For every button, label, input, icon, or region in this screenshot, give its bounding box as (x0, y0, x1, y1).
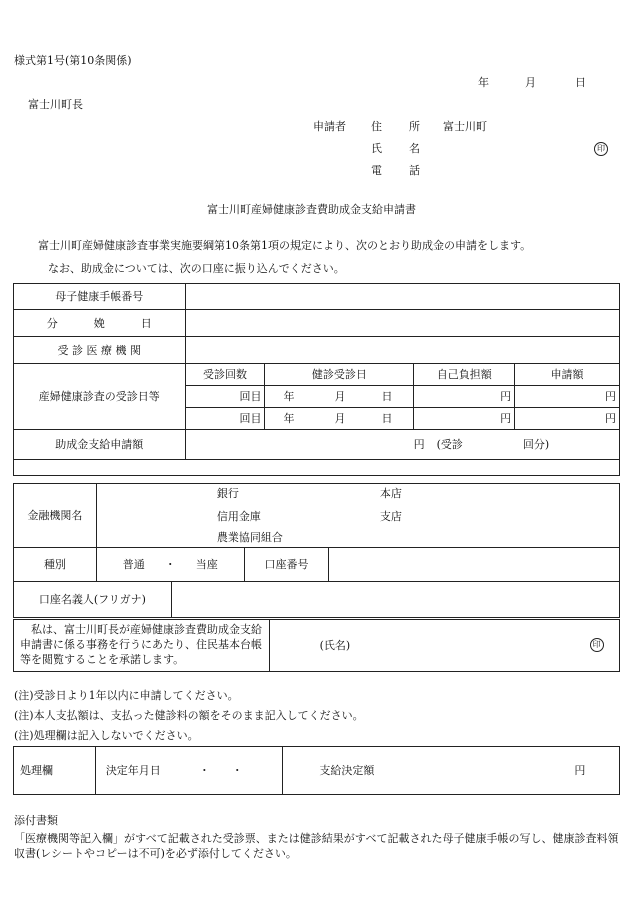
account-type-label: 種別 (14, 548, 97, 582)
date-year: 年 (478, 76, 489, 89)
attachments-text: 「医療機関等記入欄」がすべて記載された受診票、または健診結果がすべて記載された母子健康手帳の写し、健康診査料領収書(レシートやコピーは不可)を必ず添付してください。 (14, 832, 619, 860)
exam-dates-label: 産婦健康診査の受診日等 (14, 364, 186, 430)
phone-label-1: 電 (371, 164, 382, 177)
signature-label: (氏名) (319, 639, 351, 652)
seal-stamp (590, 638, 604, 652)
col-amount: 申請額 (515, 364, 620, 386)
consent-table (13, 619, 620, 672)
copay-field[interactable]: 円 (414, 386, 515, 408)
spacer-row (14, 460, 620, 476)
shinkin-option: 信用金庫 (216, 510, 261, 523)
signature-field[interactable] (269, 620, 619, 672)
account-no-label: 口座番号 (244, 548, 329, 582)
exam-date-field[interactable]: 年 月 日 (265, 386, 414, 408)
delivery-date-field[interactable] (185, 310, 619, 337)
phone-label-2: 話 (409, 164, 420, 177)
attachments-heading: 添付書類 (14, 814, 58, 827)
col-copay: 自己負担額 (414, 364, 515, 386)
date-month: 月 (525, 76, 536, 89)
col-visit-count: 受診回数 (185, 364, 265, 386)
date-day: 日 (575, 76, 586, 89)
seal-circle: 印 (594, 142, 608, 156)
exam-date-field[interactable]: 年 月 日 (265, 408, 414, 430)
branch-option: 支店 (379, 510, 402, 523)
bank-option: 銀行 (216, 487, 239, 500)
handbook-no-label: 母子健康手帳番号 (14, 284, 186, 310)
total-field[interactable]: 円 (受診 回分) (185, 430, 619, 460)
decision-amount-field: 支給決定額 円 (283, 747, 620, 795)
handbook-no-field[interactable] (185, 284, 619, 310)
bank-table (13, 483, 620, 618)
applicant-label: 申請者 (313, 120, 346, 133)
address-label-1: 住 (371, 120, 382, 133)
decision-date-field: 決定年月日 ・ ・ (95, 747, 283, 795)
clinic-label: 受 診 医 療 機 関 (14, 337, 186, 364)
form-number: 様式第1号(第10条関係) (14, 54, 132, 67)
col-exam-date: 健診受診日 (265, 364, 414, 386)
note-2: (注)本人支払額は、支払った健診料の額をそのまま記入してください。 (14, 709, 364, 722)
institution-field[interactable] (96, 484, 619, 548)
account-no-field[interactable] (329, 548, 620, 582)
page-title: 富士川町産婦健康診査費助成金支給申請書 (207, 203, 416, 216)
processing-table (13, 746, 620, 795)
nokyo-option: 農業協同組合 (216, 531, 283, 544)
amount-field[interactable]: 円 (515, 386, 620, 408)
head-office-option: 本店 (379, 487, 402, 500)
intro-line-1: 富士川町産婦健康診査事業実施要綱第10条第1項の規定により、次のとおり助成金の申請をします。 (38, 239, 532, 252)
seal-stamp (594, 142, 608, 156)
copay-field[interactable]: 円 (414, 408, 515, 430)
address-value: 富士川町 (443, 120, 487, 133)
intro-line-2: なお、助成金については、次の口座に振り込んでください。 (48, 262, 345, 275)
amount-field[interactable]: 円 (515, 408, 620, 430)
account-type-field[interactable]: 普通 ・ 当座 (96, 548, 244, 582)
name-label-1: 氏 (371, 142, 382, 155)
application-table (13, 283, 620, 476)
visit-count-field[interactable]: 回目 (185, 408, 265, 430)
note-1: (注)受診日より1年以内に申請してください。 (14, 689, 239, 702)
seal-circle: 印 (590, 638, 604, 652)
delivery-date-label: 分 娩 日 (14, 310, 186, 337)
note-3: (注)処理欄は記入しないでください。 (14, 729, 199, 742)
visit-count-field[interactable]: 回目 (185, 386, 265, 408)
holder-label: 口座名義人(フリガナ) (14, 582, 172, 618)
institution-label: 金融機関名 (14, 484, 97, 548)
consent-text: 私は、富士川町長が産婦健康診査費助成金支給申請書に係る事務を行うにあたり、住民基本台帳等を閲覧することを承諾します。 (14, 620, 270, 672)
processing-label: 処理欄 (14, 747, 96, 795)
name-label-2: 名 (409, 142, 420, 155)
address-label-2: 所 (409, 120, 420, 133)
total-label: 助成金支給申請額 (14, 430, 186, 460)
holder-field[interactable] (171, 582, 619, 618)
addressee: 富士川町長 (28, 98, 83, 111)
clinic-field[interactable] (185, 337, 619, 364)
